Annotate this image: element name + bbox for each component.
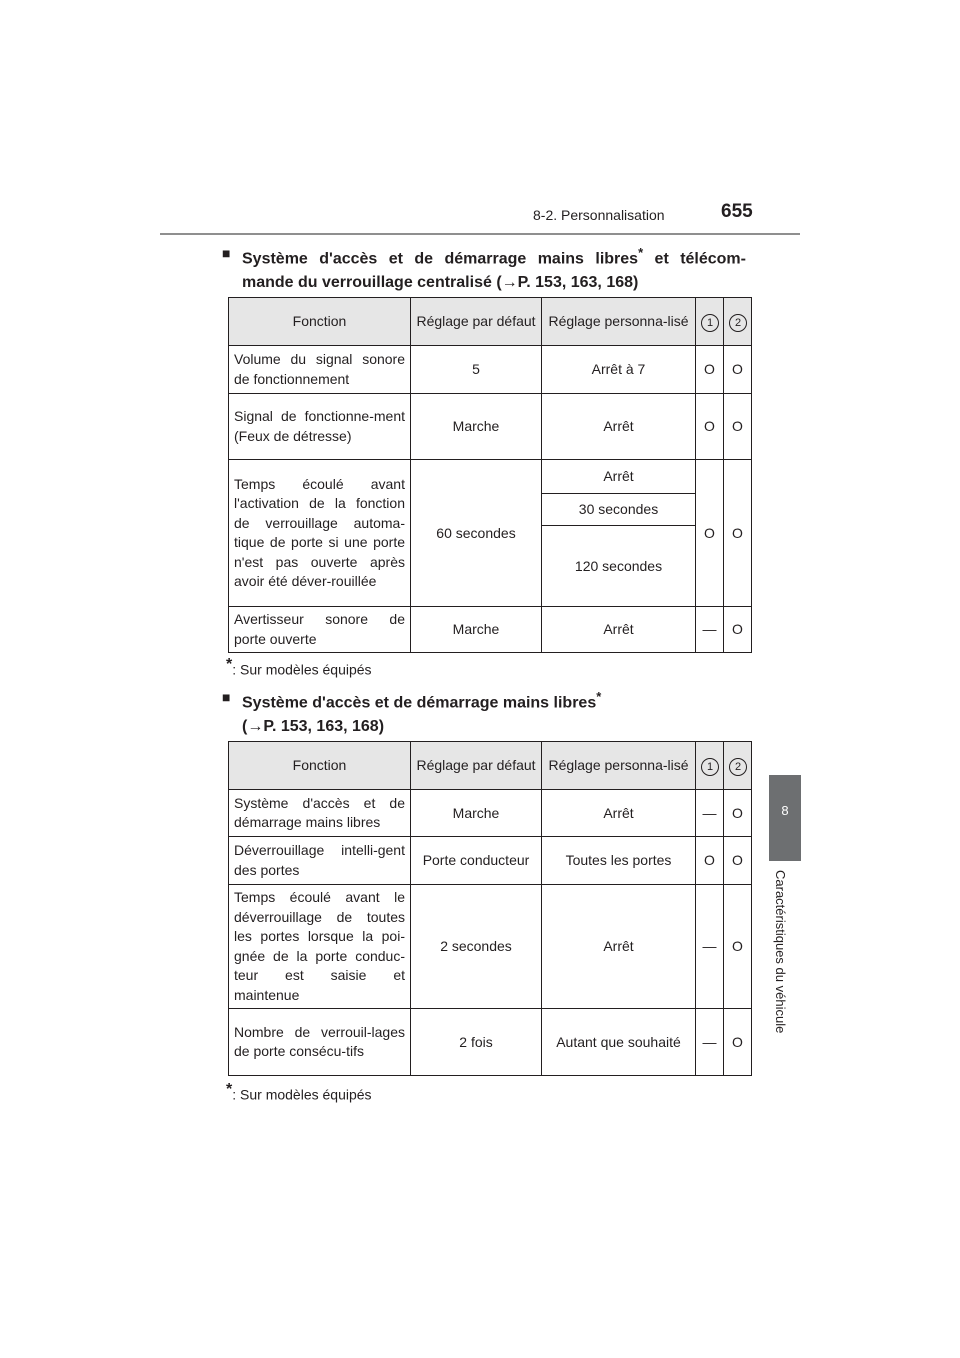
asterisk-mark: * xyxy=(596,689,602,704)
circled-2-icon: 2 xyxy=(729,758,747,776)
cell-method-1: — xyxy=(696,790,724,837)
cell-default: 2 fois xyxy=(411,1009,542,1076)
circled-2-icon: 2 xyxy=(729,314,747,332)
column-header-custom: Réglage personna-lisé xyxy=(542,742,696,790)
footnote-1 xyxy=(226,656,372,678)
cell-custom: Arrêt xyxy=(542,394,696,460)
column-header-custom: Réglage personna-lisé xyxy=(542,298,696,346)
table-row xyxy=(229,1009,752,1076)
column-header-function: Fonction xyxy=(229,298,411,346)
cell-function: Temps écoulé avant le déverrouillage de toutes les portes lorsque la poi-gnée de la porte conduc-teur est saisie et maintenue xyxy=(229,885,411,1009)
column-header-method-1 xyxy=(696,742,724,790)
cell-custom: Arrêt xyxy=(542,885,696,1009)
cell-method-1: — xyxy=(696,607,724,653)
cell-method-1: O xyxy=(696,460,724,607)
cell-method-1: O xyxy=(696,394,724,460)
asterisk-mark: * xyxy=(638,245,644,260)
cell-custom: Autant que souhaité xyxy=(542,1009,696,1076)
cell-default: 60 secondes xyxy=(411,460,542,607)
asterisk-mark: * xyxy=(226,1081,233,1098)
table-row xyxy=(229,394,752,460)
column-header-method-2 xyxy=(724,298,752,346)
cell-default: 5 xyxy=(411,346,542,394)
section-breadcrumb: 8-2. Personnalisation xyxy=(533,207,665,223)
cell-function: Volume du signal sonore de fonctionnement xyxy=(229,346,411,394)
cell-default: Marche xyxy=(411,394,542,460)
cell-method-1: O xyxy=(696,837,724,885)
cell-method-1: O xyxy=(696,346,724,394)
cell-method-2: O xyxy=(724,460,752,607)
section2-title-line1 xyxy=(226,685,746,715)
cell-custom-option: 30 secondes xyxy=(542,494,696,526)
table-row xyxy=(229,460,752,494)
section2-title: Système d'accès et de démarrage mains libres xyxy=(242,694,597,712)
footnote-text: : Sur modèles équipés xyxy=(232,1086,372,1103)
settings-table-2 xyxy=(228,741,752,1076)
section1-title-line1 xyxy=(226,241,746,271)
chapter-number: 8 xyxy=(781,803,789,818)
cell-custom: Arrêt xyxy=(542,790,696,837)
section1-title-line2: mande du verrouillage centralisé (→P. 153, 163, 168) xyxy=(242,274,639,292)
cell-custom: Arrêt à 7 xyxy=(542,346,696,394)
table-row xyxy=(229,885,752,1009)
cell-custom-option: Arrêt xyxy=(542,460,696,494)
cell-default: Marche xyxy=(411,607,542,653)
chapter-tab xyxy=(769,775,801,861)
section1-title-rest: et télécom- xyxy=(643,250,746,268)
column-header-default: Réglage par défaut xyxy=(411,298,542,346)
cell-method-2: O xyxy=(724,837,752,885)
asterisk-mark: * xyxy=(226,656,233,673)
square-bullet-icon: ■ xyxy=(222,689,231,705)
chapter-tab-label-box xyxy=(773,870,797,1080)
cell-function: Nombre de verrouil-lages de porte consécu-tifs xyxy=(229,1009,411,1076)
square-bullet-icon: ■ xyxy=(222,245,231,261)
column-header-function: Fonction xyxy=(229,742,411,790)
table-row xyxy=(229,607,752,653)
column-header-method-1 xyxy=(696,298,724,346)
cell-function: Avertisseur sonore de porte ouverte xyxy=(229,607,411,653)
cell-function: Système d'accès et de démarrage mains libres xyxy=(229,790,411,837)
cell-method-1: — xyxy=(696,1009,724,1076)
chapter-label: Caractéristiques du véhicule xyxy=(773,870,788,1034)
table-header-row xyxy=(229,742,752,790)
section2-heading xyxy=(222,685,746,739)
cell-method-2: O xyxy=(724,790,752,837)
table-row xyxy=(229,346,752,394)
cell-function: Déverrouillage intelli-gent des portes xyxy=(229,837,411,885)
cell-method-2: O xyxy=(724,346,752,394)
cell-default: 2 secondes xyxy=(411,885,542,1009)
cell-method-2: O xyxy=(724,1009,752,1076)
cell-default: Marche xyxy=(411,790,542,837)
cell-function: Signal de fonctionne-ment (Feux de détresse) xyxy=(229,394,411,460)
cell-custom: Toutes les portes xyxy=(542,837,696,885)
settings-table-1 xyxy=(228,297,752,653)
section1-title: Système d'accès et de démarrage mains libres xyxy=(242,250,639,268)
section2-title-line2: (→P. 153, 163, 168) xyxy=(242,718,385,736)
cell-method-2: O xyxy=(724,394,752,460)
cell-method-2: O xyxy=(724,607,752,653)
column-header-default: Réglage par défaut xyxy=(411,742,542,790)
table-header-row xyxy=(229,298,752,346)
cell-default: Porte conducteur xyxy=(411,837,542,885)
header-divider xyxy=(160,233,800,235)
cell-custom-option: 120 secondes xyxy=(542,526,696,607)
cell-method-2: O xyxy=(724,885,752,1009)
footnote-text: : Sur modèles équipés xyxy=(232,661,372,678)
table-row xyxy=(229,790,752,837)
circled-1-icon: 1 xyxy=(701,314,719,332)
section1-heading xyxy=(222,241,746,295)
table-row xyxy=(229,837,752,885)
footnote-2 xyxy=(226,1081,372,1103)
cell-function: Temps écoulé avant l'activation de la fonction de verrouillage automa-tique de porte si une porte n'est pas ouverte après avoir été déver-rouillée xyxy=(229,460,411,607)
cell-custom: Arrêt xyxy=(542,607,696,653)
circled-1-icon: 1 xyxy=(701,758,719,776)
page-number: 655 xyxy=(721,201,753,222)
column-header-method-2 xyxy=(724,742,752,790)
cell-method-1: — xyxy=(696,885,724,1009)
